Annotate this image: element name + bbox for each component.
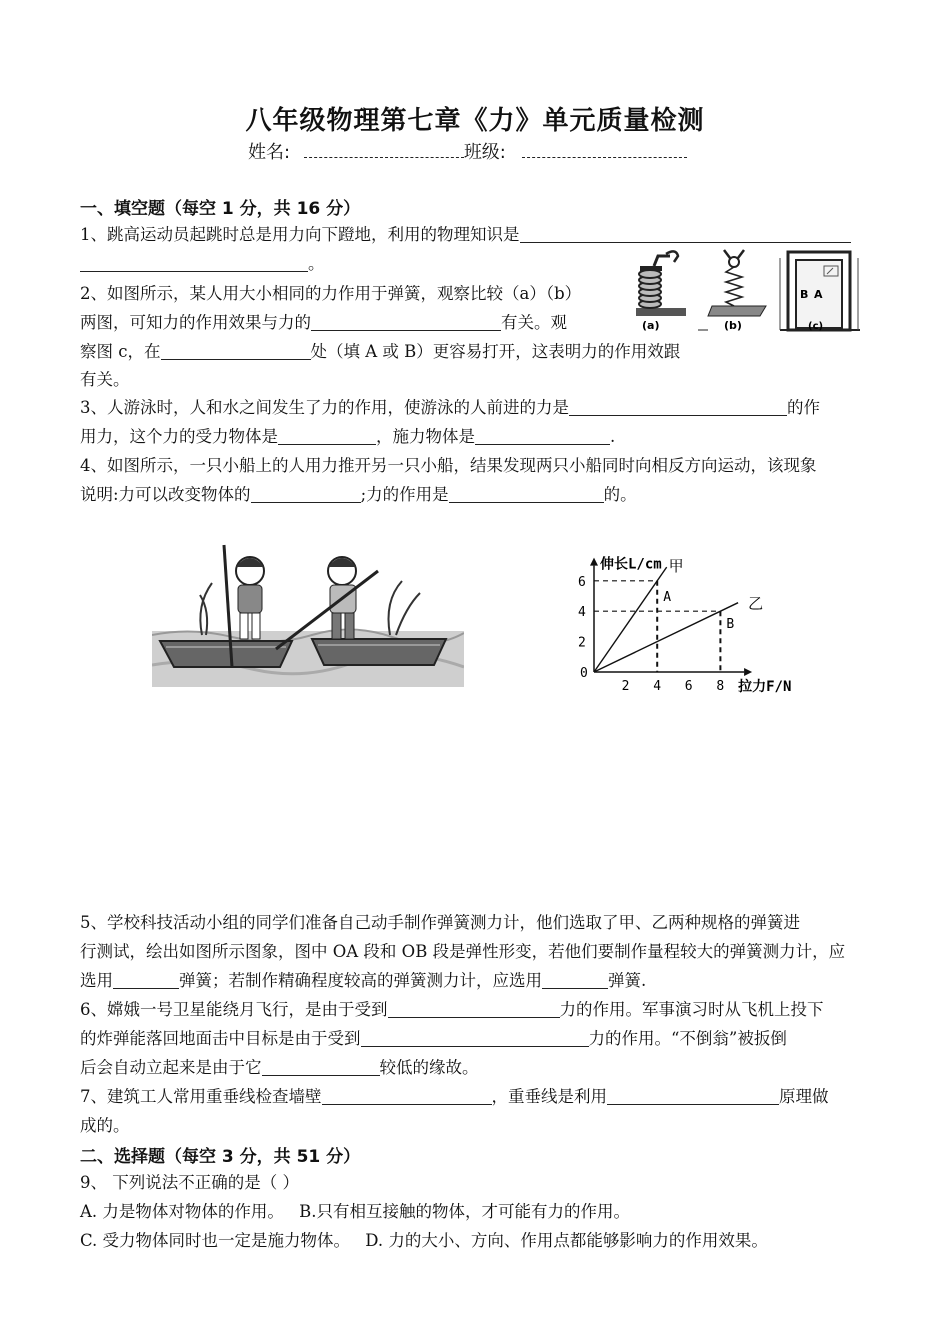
door-label-b: B [800,288,809,301]
q6-line1 [80,996,824,1024]
series-name: 甲 [668,557,684,576]
q3-blank2[interactable] [278,426,376,445]
q6-text-c: 的炸弹能落回地面击中目标是由于受到 [80,1029,361,1048]
q7-text-b: ，重垂线是利用 [491,1087,607,1106]
q5-line1: 5、学校科技活动小组的同学们准备自己动手制作弹簧测力计，他们选取了甲、乙两种规格的弹簧进 [80,913,800,932]
name-blank[interactable] [304,145,464,158]
right-boat [312,639,446,665]
class-blank[interactable] [522,145,687,158]
fig-label-c: (c) [808,321,824,332]
q7-line2: 成的。 [80,1116,130,1135]
q2-blank2[interactable] [161,341,311,360]
spring-door-figure [628,248,868,336]
q6-line3 [80,1054,479,1082]
q7-blank2[interactable] [607,1086,779,1105]
q2-text-b: 有关。观 [501,313,567,332]
q3-text-b: 的作 [787,398,820,417]
q6-blank1[interactable] [388,999,560,1018]
q6-line2 [80,1025,787,1053]
q5-blank1[interactable] [113,970,179,989]
q4-line1: 4、如图所示，一只小船上的人用力推开另一只小船，结果发现两只小船同时向相反方向运动，该现象 [80,456,817,475]
q9-stem: 9、 下列说法不正确的是（ ） [80,1173,299,1192]
left-child [236,557,264,639]
q7-blank1[interactable] [322,1086,492,1105]
q3-line1 [80,394,820,422]
q2-line2 [80,309,567,337]
q2-line3 [80,338,680,366]
class-label: 班级: [463,142,506,163]
page-title: 八年级物理第七章《力》单元质量检测 [245,106,705,136]
fig-label-a: (a) [642,319,660,332]
q6-text-b: 力的作用。军事演习时从飞机上投下 [559,1000,824,1019]
reeds [200,581,420,635]
q3-blank3[interactable] [475,426,610,445]
spring-b-figure [708,250,766,316]
y-axis-label: 伸长L/cm [600,556,662,573]
q9-option-a[interactable]: A. 力是物体对物体的作用。 [80,1202,284,1221]
q5-line2: 行测试，绘出如图所示图象，图中 OA 段和 OB 段是弹性形变，若他们要制作量程较大的弹簧测力计，应 [80,942,846,961]
q9-option-c[interactable]: C. 受力物体同时也一定是施力物体。 [80,1231,351,1250]
q1-line2 [80,250,325,278]
y-axis-arrow [590,558,598,566]
fig-label-b: (b) [724,319,742,332]
q4-text-b: ;力的作用是 [360,485,449,504]
q6-text-a: 6、嫦娥一号卫星能绕月飞行，是由于受到 [80,1000,388,1019]
q9-option-d[interactable]: D. 力的大小、方向、作用点都能够影响力的作用效果。 [365,1231,768,1250]
section1-heading: 一、填空题（每空 1 分，共 16 分） [80,199,361,219]
q2-blank1[interactable] [311,312,501,331]
q6-text-e: 后会自动立起来是由于它 [80,1058,262,1077]
q5-text-a: 选用 [80,971,113,990]
q3-text-c: 用力，这个力的受力物体是 [80,427,278,446]
section2-heading: 二、选择题（每空 3 分，共 51 分） [80,1147,361,1167]
q3-blank1[interactable] [569,397,787,416]
spring-a-figure [636,251,686,316]
q2-line1: 2、如图所示，某人用大小相同的力作用于弹簧，观察比较（a）（b） [80,284,582,303]
q6-blank2[interactable] [361,1028,589,1047]
q1-blank-cont[interactable] [80,253,308,272]
x-tick-label: 8 [716,679,725,694]
q4-blank2[interactable] [449,484,604,503]
x-axis-label: 拉力F/N [738,679,792,695]
q3-line2 [80,423,615,451]
q1-line1 [80,221,851,249]
q4-line2 [80,481,637,509]
series-line-jia [594,567,667,672]
point-label: B [726,617,735,633]
x-tick-label: 6 [684,679,693,694]
q4-text-a: 说明:力可以改变物体的 [80,485,251,504]
q3-text-e: . [610,427,616,446]
q3-text-d: ，施力物体是 [376,427,475,446]
q2-line4: 有关。 [80,370,130,389]
q6-text-d: 力的作用。“不倒翁”被扳倒 [588,1029,787,1048]
x-axis-arrow [744,668,752,676]
q7-text-a: 7、建筑工人常用重垂线检查墙壁 [80,1087,322,1106]
point-label: A [663,589,672,605]
q7-line1 [80,1083,829,1111]
origin-label: 0 [580,666,588,681]
boat-illustration [152,535,464,687]
q3-text-a: 3、人游泳时，人和水之间发生了力的作用，使游泳的人前进的力是 [80,398,569,417]
q4-text-c: 的。 [603,485,637,504]
q4-blank1[interactable] [251,484,361,503]
q2-text-a: 两图，可知力的作用效果与力的 [80,313,311,332]
q9-option-b[interactable]: B.只有相互接触的物体，才可能有力的作用。 [299,1202,631,1221]
student-info-line [248,138,687,164]
q5-text-c: 弹簧. [608,971,647,990]
name-label: 姓名: [248,142,291,163]
y-tick-label: 2 [578,635,586,651]
door-label-a: A [814,288,823,301]
series-name: 乙 [748,594,764,613]
y-tick-label: 6 [578,574,586,590]
q7-text-c: 原理做 [779,1087,829,1106]
q2-text-d: 处（填 A 或 B）更容易打开，这表明力的作用效跟 [310,342,681,361]
q1-end: 。 [308,254,325,273]
series-line-yi [594,603,738,672]
x-tick-label: 2 [621,679,630,694]
x-tick-label: 4 [653,679,662,694]
spring-chart [560,535,810,703]
q1-text: 1、跳高运动员起跳时总是用力向下蹬地，利用的物理知识是 [80,225,520,244]
q5-blank2[interactable] [542,970,608,989]
q6-text-f: 较低的缘故。 [379,1058,479,1077]
q2-text-c: 察图 c，在 [80,342,161,361]
q9-options-ab [80,1198,630,1226]
q5-line3 [80,967,646,995]
q5-text-b: 弹簧；若制作精确程度较高的弹簧测力计，应选用 [179,971,542,990]
left-boat [160,641,292,667]
q6-blank3[interactable] [262,1057,380,1076]
q9-options-cd [80,1227,768,1255]
chart-plot-area [578,556,791,695]
y-tick-label: 4 [578,605,586,621]
q1-blank[interactable] [520,224,851,243]
